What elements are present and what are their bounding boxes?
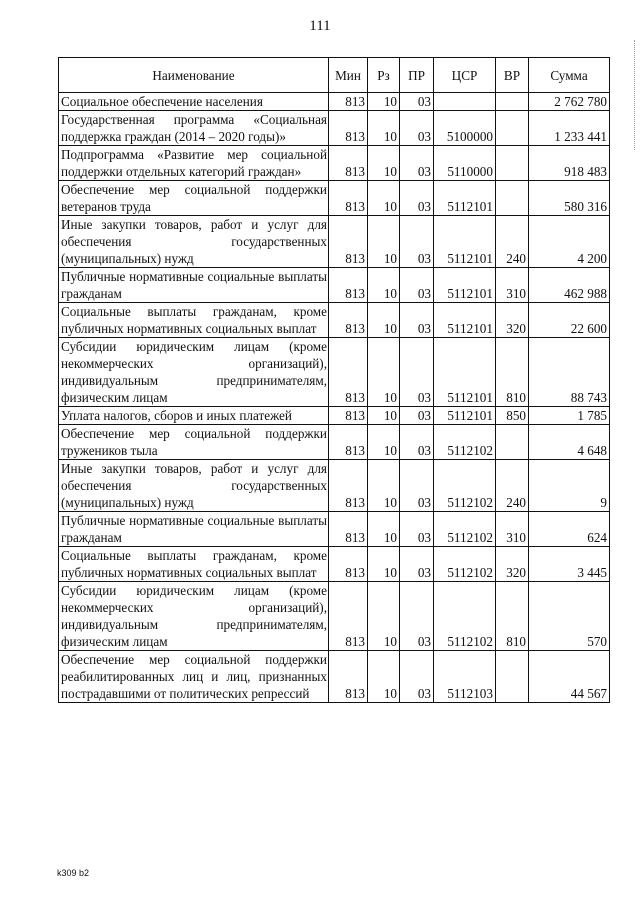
- header-vr: ВР: [496, 58, 529, 93]
- cell-min: 813: [329, 407, 368, 425]
- cell-name: Государственная программа «Социальная поддержка граждан (2014 – 2020 годы)»: [59, 111, 329, 146]
- cell-min: 813: [329, 181, 368, 216]
- cell-pr: 03: [400, 651, 434, 703]
- cell-csr: 5112102: [434, 460, 496, 512]
- cell-vr: [496, 425, 529, 460]
- cell-pr: 03: [400, 268, 434, 303]
- cell-sum: 624: [529, 512, 610, 547]
- cell-sum: 44 567: [529, 651, 610, 703]
- cell-pr: 03: [400, 425, 434, 460]
- cell-pr: 03: [400, 407, 434, 425]
- table-row: [59, 460, 610, 512]
- cell-sum: 1 233 441: [529, 111, 610, 146]
- cell-sum: 22 600: [529, 303, 610, 338]
- cell-sum: 4 648: [529, 425, 610, 460]
- cell-rz: 10: [368, 303, 400, 338]
- cell-name: Социальное обеспечение населения: [59, 93, 329, 111]
- cell-rz: 10: [368, 651, 400, 703]
- cell-sum: 580 316: [529, 181, 610, 216]
- cell-name: Публичные нормативные социальные выплаты гражданам: [59, 512, 329, 547]
- cell-csr: 5112102: [434, 425, 496, 460]
- cell-pr: 03: [400, 216, 434, 268]
- header-pr: ПР: [400, 58, 434, 93]
- table-row: [59, 111, 610, 146]
- footer-code: k309 b2: [57, 868, 90, 878]
- cell-rz: 10: [368, 146, 400, 181]
- cell-rz: 10: [368, 216, 400, 268]
- cell-vr: 310: [496, 268, 529, 303]
- cell-csr: 5112102: [434, 582, 496, 651]
- cell-rz: 10: [368, 93, 400, 111]
- cell-min: 813: [329, 146, 368, 181]
- cell-min: 813: [329, 582, 368, 651]
- cell-pr: 03: [400, 512, 434, 547]
- cell-min: 813: [329, 303, 368, 338]
- cell-vr: 240: [496, 216, 529, 268]
- header-csr: ЦСР: [434, 58, 496, 93]
- cell-pr: 03: [400, 582, 434, 651]
- page-number: 111: [309, 18, 331, 34]
- cell-min: 813: [329, 512, 368, 547]
- cell-vr: 850: [496, 407, 529, 425]
- table-row: [59, 216, 610, 268]
- cell-rz: 10: [368, 338, 400, 407]
- cell-rz: 10: [368, 460, 400, 512]
- cell-vr: 320: [496, 303, 529, 338]
- cell-min: 813: [329, 338, 368, 407]
- cell-vr: 810: [496, 338, 529, 407]
- cell-pr: 03: [400, 93, 434, 111]
- cell-csr: 5112103: [434, 651, 496, 703]
- cell-rz: 10: [368, 547, 400, 582]
- cell-name: Обеспечение мер социальной поддержки реабилитированных лиц и лиц, признанных пострадавшими от политических репрессий: [59, 651, 329, 703]
- cell-rz: 10: [368, 268, 400, 303]
- cell-name: Иные закупки товаров, работ и услуг для обеспечения государственных (муниципальных) нужд: [59, 460, 329, 512]
- cell-min: 813: [329, 651, 368, 703]
- cell-csr: 5112101: [434, 181, 496, 216]
- cell-pr: 03: [400, 338, 434, 407]
- cell-vr: 310: [496, 512, 529, 547]
- cell-min: 813: [329, 111, 368, 146]
- table-row: [59, 303, 610, 338]
- cell-min: 813: [329, 268, 368, 303]
- cell-vr: [496, 93, 529, 111]
- cell-name: Обеспечение мер социальной поддержки ветеранов труда: [59, 181, 329, 216]
- cell-csr: 5112101: [434, 407, 496, 425]
- cell-pr: 03: [400, 547, 434, 582]
- table-row: [59, 582, 610, 651]
- budget-table: [58, 57, 610, 703]
- cell-csr: 5112101: [434, 303, 496, 338]
- table-row: [59, 547, 610, 582]
- cell-pr: 03: [400, 303, 434, 338]
- cell-sum: 9: [529, 460, 610, 512]
- cell-pr: 03: [400, 111, 434, 146]
- table-body: [59, 93, 610, 703]
- cell-csr: [434, 93, 496, 111]
- cell-rz: 10: [368, 407, 400, 425]
- cell-sum: 570: [529, 582, 610, 651]
- table-row: [59, 407, 610, 425]
- cell-csr: 5112101: [434, 268, 496, 303]
- cell-pr: 03: [400, 146, 434, 181]
- header-sum: Сумма: [529, 58, 610, 93]
- cell-sum: 1 785: [529, 407, 610, 425]
- cell-name: Субсидии юридическим лицам (кроме некоммерческих организаций), индивидуальным предпринимателям, физическим лицам: [59, 338, 329, 407]
- cell-name: Уплата налогов, сборов и иных платежей: [59, 407, 329, 425]
- cell-rz: 10: [368, 512, 400, 547]
- cell-sum: 462 988: [529, 268, 610, 303]
- cell-sum: 2 762 780: [529, 93, 610, 111]
- cell-name: Социальные выплаты гражданам, кроме публичных нормативных социальных выплат: [59, 303, 329, 338]
- cell-name: Подпрограмма «Развитие мер социальной поддержки отдельных категорий граждан»: [59, 146, 329, 181]
- table-row: [59, 425, 610, 460]
- cell-rz: 10: [368, 111, 400, 146]
- table-row: [59, 268, 610, 303]
- header-row: [59, 58, 610, 93]
- cell-csr: 5112102: [434, 547, 496, 582]
- cell-csr: 5112102: [434, 512, 496, 547]
- scan-edge-mark: [634, 40, 636, 150]
- table-row: [59, 338, 610, 407]
- cell-vr: [496, 111, 529, 146]
- table-row: [59, 93, 610, 111]
- header-name: Наименование: [59, 58, 329, 93]
- cell-sum: 4 200: [529, 216, 610, 268]
- cell-name: Субсидии юридическим лицам (кроме некоммерческих организаций), индивидуальным предпринимателям, физическим лицам: [59, 582, 329, 651]
- cell-name: Иные закупки товаров, работ и услуг для обеспечения государственных (муниципальных) нужд: [59, 216, 329, 268]
- cell-vr: 320: [496, 547, 529, 582]
- header-rz: Рз: [368, 58, 400, 93]
- table-row: [59, 512, 610, 547]
- table-row: [59, 651, 610, 703]
- cell-vr: [496, 146, 529, 181]
- cell-sum: 88 743: [529, 338, 610, 407]
- cell-vr: 240: [496, 460, 529, 512]
- cell-sum: 3 445: [529, 547, 610, 582]
- cell-pr: 03: [400, 460, 434, 512]
- table-row: [59, 181, 610, 216]
- cell-vr: 810: [496, 582, 529, 651]
- cell-min: 813: [329, 547, 368, 582]
- table-row: [59, 146, 610, 181]
- cell-csr: 5112101: [434, 216, 496, 268]
- cell-csr: 5100000: [434, 111, 496, 146]
- header-min: Мин: [329, 58, 368, 93]
- cell-pr: 03: [400, 181, 434, 216]
- cell-csr: 5112101: [434, 338, 496, 407]
- cell-rz: 10: [368, 425, 400, 460]
- cell-vr: [496, 651, 529, 703]
- cell-min: 813: [329, 425, 368, 460]
- cell-name: Социальные выплаты гражданам, кроме публичных нормативных социальных выплат: [59, 547, 329, 582]
- cell-csr: 5110000: [434, 146, 496, 181]
- cell-name: Публичные нормативные социальные выплаты гражданам: [59, 268, 329, 303]
- cell-vr: [496, 181, 529, 216]
- cell-min: 813: [329, 460, 368, 512]
- cell-min: 813: [329, 216, 368, 268]
- cell-sum: 918 483: [529, 146, 610, 181]
- cell-rz: 10: [368, 181, 400, 216]
- cell-min: 813: [329, 93, 368, 111]
- cell-rz: 10: [368, 582, 400, 651]
- cell-name: Обеспечение мер социальной поддержки тружеников тыла: [59, 425, 329, 460]
